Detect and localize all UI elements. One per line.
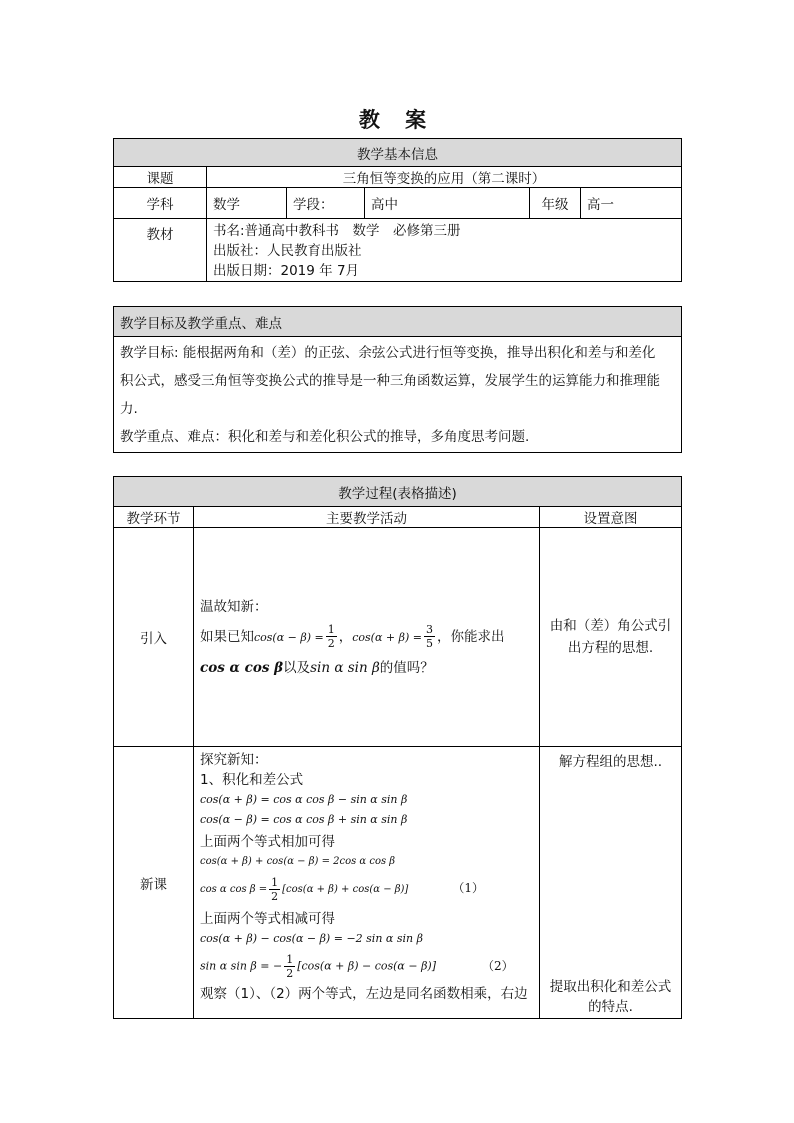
fraction-one-half xyxy=(326,623,337,650)
basic-info-header: 教学基本信息 xyxy=(114,139,682,167)
formula-rhs: [cos(α + β) − cos(α − β)] xyxy=(297,959,437,973)
cos-sum-expr: cos(α + β) = xyxy=(352,630,422,644)
intent-top: 解方程组的思想.. xyxy=(558,754,663,770)
subject-value: 数学 xyxy=(207,188,287,219)
formula-tag-1: （1） xyxy=(452,881,484,895)
goal-line-1: 教学目标: 能根据两角和（差）的正弦、余弦公式进行恒等变换，推导出积化和差与和差化 xyxy=(120,344,656,361)
process-header: 教学过程(表格描述) xyxy=(114,477,682,507)
process-table xyxy=(113,476,682,1019)
new-lesson-activity xyxy=(194,747,540,1019)
subject-label: 学科 xyxy=(114,188,207,219)
document-title: 教 案 xyxy=(358,107,436,132)
explore-label: 探究新知： xyxy=(200,752,268,768)
formula-lhs: cos α cos β = xyxy=(200,884,268,895)
formula-product-to-sum-1 xyxy=(200,876,539,903)
ask-text: ，你能求出 xyxy=(436,628,505,645)
fraction-three-fifths xyxy=(424,623,435,650)
topic-label: 课题 xyxy=(114,167,207,188)
fraction-denominator: 2 xyxy=(327,637,335,650)
formula-diff-result: cos(α + β) − cos(α − β) = −2 sin α sin β xyxy=(200,932,423,945)
col-activity-header: 主要教学活动 xyxy=(194,507,540,528)
target-sin-product: sin α sin β xyxy=(310,659,380,676)
target-line xyxy=(200,653,539,683)
stage-new-lesson: 新课 xyxy=(114,747,194,1019)
subtract-text: 上面两个等式相减可得 xyxy=(200,911,335,927)
intent-bottom: 提取出积化和差公式的特点. xyxy=(549,979,672,1015)
textbook-name: 书名:普通高中教科书 数学 必修第三册 xyxy=(213,223,461,239)
stage-label: 学段： xyxy=(287,188,365,219)
target-mid: 以及 xyxy=(283,659,311,676)
observe-text: 观察（1）、（2）两个等式，左边是同名函数相乘，右边 xyxy=(200,986,528,1002)
formula-tag-2: （2） xyxy=(482,958,514,973)
goals-header: 教学目标及教学重点、难点 xyxy=(114,307,682,337)
topic-value: 三角恒等变换的应用（第二课时） xyxy=(207,167,682,188)
textbook-label: 教材 xyxy=(114,219,207,282)
fraction-denominator: 2 xyxy=(286,967,294,980)
stage-value: 高中 xyxy=(365,188,530,219)
given-prefix: 如果已知 xyxy=(200,628,254,645)
fraction-numerator: 3 xyxy=(425,623,433,636)
goals-table xyxy=(113,306,682,453)
formula-cos-sum: cos(α + β) = cos α cos β − sin α sin β xyxy=(200,793,408,806)
formula-cos-diff: cos(α − β) = cos α cos β + sin α sin β xyxy=(200,813,408,826)
given-line xyxy=(200,622,539,653)
cos-diff-expr: cos(α − β) = xyxy=(254,630,324,644)
key-points: 教学重点、难点：积化和差与和差化积公式的推导，多角度思考问题. xyxy=(120,428,530,445)
textbook-date: 出版日期：2019 年 7月 xyxy=(213,263,360,279)
target-end: 的值吗？ xyxy=(379,659,434,676)
intro-activity xyxy=(194,528,540,747)
new-lesson-intent xyxy=(540,747,682,1019)
goal-line-2: 积公式，感受三角恒等变换公式的推导是一种三角函数运算，发展学生的运算能力和推理能 xyxy=(120,372,660,389)
fraction-numerator: 1 xyxy=(271,876,279,889)
formula-rhs: [cos(α + β) + cos(α − β)] xyxy=(282,884,409,895)
fraction-one-half xyxy=(284,953,295,980)
col-stage-header: 教学环节 xyxy=(114,507,194,528)
goal-line-3: 力. xyxy=(120,400,138,417)
fraction-denominator: 2 xyxy=(271,890,279,903)
textbook-info xyxy=(207,219,682,282)
col-intent-header: 设置意图 xyxy=(540,507,682,528)
textbook-publisher: 出版社：人民教育出版社 xyxy=(213,243,362,259)
fraction-one-half xyxy=(269,876,280,903)
grade-label: 年级 xyxy=(530,188,581,219)
grade-value: 高一 xyxy=(581,188,682,219)
goals-body xyxy=(114,337,682,453)
intro-intent: 由和（差）角公式引出方程的思想. xyxy=(540,528,682,747)
formula-product-to-sum-2 xyxy=(200,953,539,980)
review-label: 温故知新： xyxy=(200,598,268,615)
fraction-numerator: 1 xyxy=(286,953,294,966)
formula-lhs: sin α sin β = − xyxy=(200,959,283,973)
stage-intro: 引入 xyxy=(114,528,194,747)
fraction-numerator: 1 xyxy=(327,623,335,636)
separator: ， xyxy=(338,628,353,645)
fraction-denominator: 5 xyxy=(425,637,433,650)
target-cos-product: cos α cos β xyxy=(200,659,284,676)
formula-sum-result: cos(α + β) + cos(α − β) = 2cos α cos β xyxy=(200,856,396,867)
basic-info-table xyxy=(113,138,682,282)
add-text: 上面两个等式相加可得 xyxy=(200,834,335,850)
section-title: 1、积化和差公式 xyxy=(200,772,304,788)
